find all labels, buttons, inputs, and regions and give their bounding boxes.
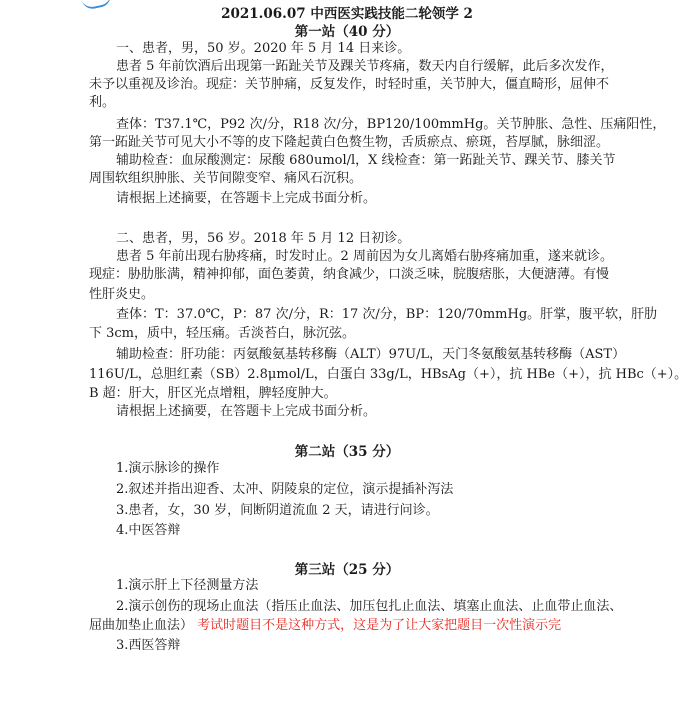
case1-line: 请根据上述摘要，在答题卡上完成书面分析。 [116,191,377,206]
case2-line: 辅助检查：肝功能：丙氨酸氨基转移酶（ALT）97U/L，天门冬氨酸氨基转移酶（AST） [116,347,626,362]
case2-line: 下 3cm，质中，轻压痛。舌淡苔白，脉沉弦。 [89,326,356,341]
station3-title: 第三站（25 分） [294,562,400,578]
station3-item2-tail: 屈曲加垫止血法） [89,618,194,633]
document-title: 2021.06.07 中西医实践技能二轮领学 2 [221,6,473,22]
station3-item: 2.演示创伤的现场止血法（指压止血法、加压包扎止血法、填塞止血法、止血带止血法、 [116,599,623,614]
station3-item: 1.演示肝上下径测量方法 [116,578,259,593]
case2-line: 现症：胁肋胀满，精神抑郁，面色萎黄，纳食减少，口淡乏味，脘腹痞胀，大便溏薄。有慢 [89,267,610,282]
case2-line: 性肝炎史。 [89,287,155,302]
case1-line: 辅助检查：血尿酸测定：尿酸 680umol/l，X 线检查：第一跖趾关节、踝关节、膝关节 [116,153,616,168]
station2-title: 第二站（35 分） [294,444,400,460]
case1-line: 利。 [89,95,116,110]
case1-line: 查体：T37.1℃，P92 次/分，R18 次/分，BP120/100mmHg。关节肿胀、急性、压痛阳性， [116,117,666,132]
red-note: 考试时题目不是这种方式，这是为了让大家把题目一次性演示完 [197,618,562,633]
station3-item-continued [89,617,561,635]
station2-item: 1.演示脉诊的操作 [116,461,220,476]
case2-line: B 超：肝大，肝区光点增粗，脾轻度肿大。 [89,386,337,401]
case2-line: 116U/L，总胆红素（SB）2.8μmol/L，白蛋白 33g/L，HBsAg（+），抗 HBe（+），抗 HBc（+）。 [89,367,688,382]
case2-line: 请根据上述摘要，在答题卡上完成书面分析。 [116,404,377,419]
case1-line: 第一跖趾关节可见大小不等的皮下隆起黄白色赘生物，舌质瘀点、瘀斑，苔厚腻，脉细涩。 [89,135,610,150]
case1-line: 周围软组织肿胀、关节间隙变窄、痛风石沉积。 [89,171,363,186]
case1-line: 一、患者，男，50 岁。2020 年 5 月 14 日来诊。 [116,41,411,56]
station2-item: 3.患者，女，30 岁，间断阴道流血 2 天，请进行问诊。 [116,503,439,518]
station3-item: 3.西医答辩 [116,638,181,653]
station2-item: 4.中医答辩 [116,523,181,538]
case2-line: 二、患者，男，56 岁。2018 年 5 月 12 日初诊。 [116,231,411,246]
station1-title: 第一站（40 分） [294,24,400,40]
case2-line: 患者 5 年前出现右胁疼痛，时发时止。2 周前因为女儿离婚右胁疼痛加重，遂来就诊。 [116,249,613,264]
station2-item: 2.叙述并指出迎香、太冲、阴陵泉的定位，演示提插补泻法 [116,482,454,497]
case1-line: 未予以重视及诊治。现症：关节肿痛，反复发作，时轻时重，关节肿大，僵直畸形，屈伸不 [89,77,610,92]
case1-line: 患者 5 年前饮酒后出现第一跖趾关节及踝关节疼痛，数天内自行缓解，此后多次发作， [116,59,614,74]
case2-line: 查体：T：37.0℃，P：87 次/分，R：17 次/分，BP：120/70mmHg。肝掌，腹平软，肝肋 [116,307,658,322]
